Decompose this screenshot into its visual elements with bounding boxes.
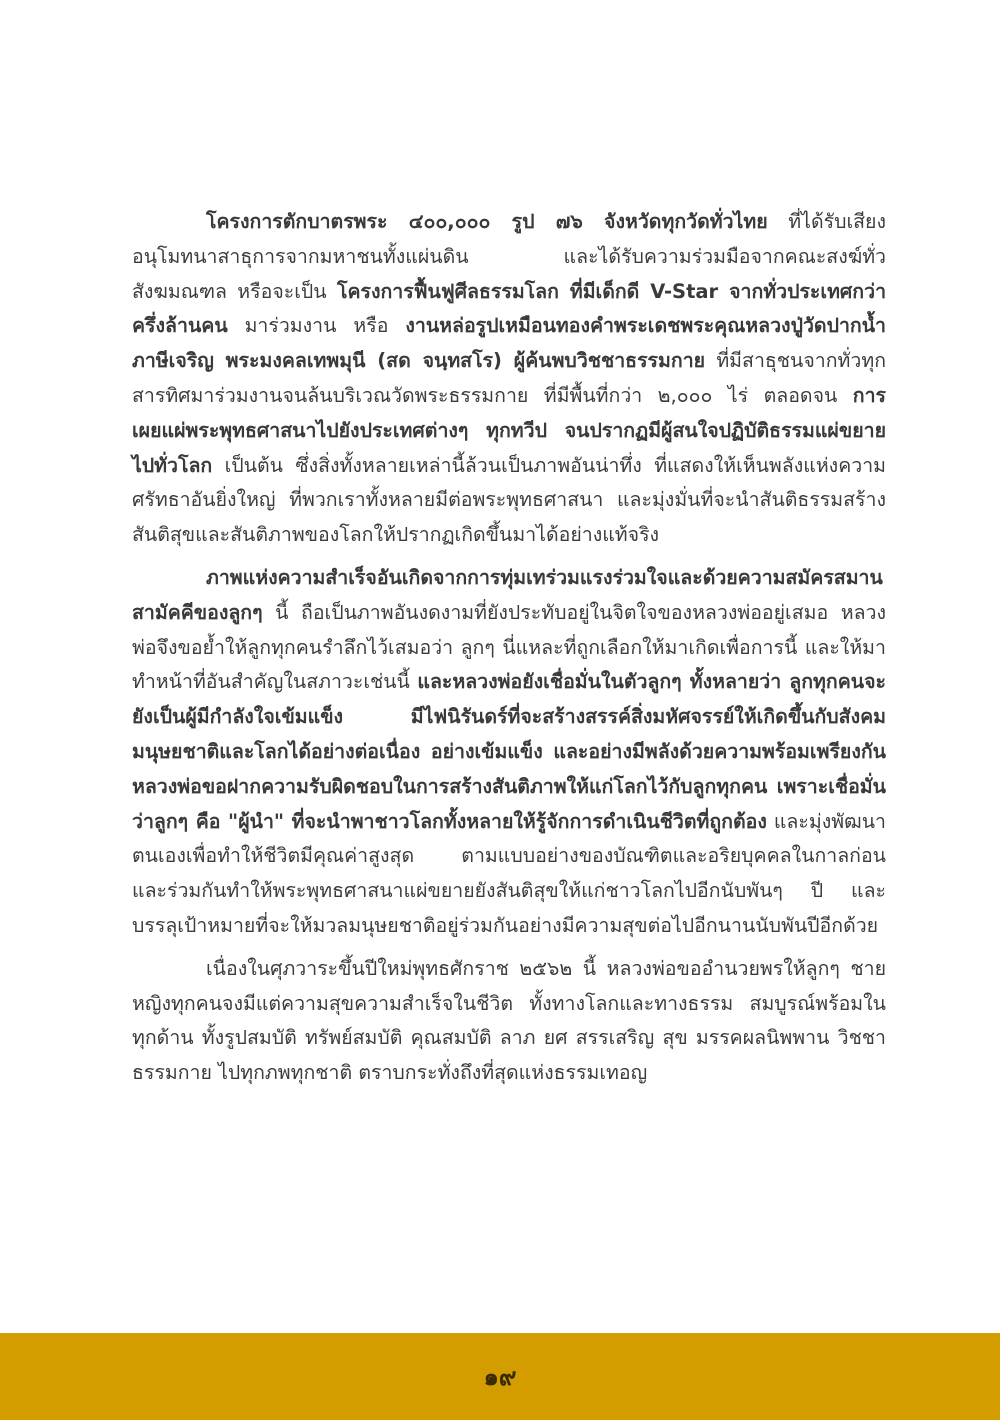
text-segment: งานหล่อรูปเหมือนทองคำพระเดชพระคุณหลวงปู่วัดปากน้ำ ภาษีเจริญ พระมงคลเทพมุนี (สด จนฺทสโร) ผู้ค้นพบวิชชาธรรมกาย bbox=[132, 314, 886, 373]
paragraph-2 bbox=[132, 561, 886, 944]
text-segment: โครงการฟื้นฟูศีลธรรมโลก ที่มีเด็กดี V-Star จากทั่วประเทศกว่าครึ่งล้านคน bbox=[132, 279, 887, 338]
text-segment: เป็นต้น ซึ่งสิ่งทั้งหลายเหล่านี้ล้วนเป็นภาพอันน่าทึ่ง ที่แสดงให้เห็นพลังแห่งความศรัทธาอันยิ่งใหญ่ ที่พวกเราทั้งหลายมีต่อพระพุทธศาสนา และมุ่งมั่นที่จะนำสันติธรรมสร้างสันติสุขและสันติภาพของโลกให้ปรากฏเกิดขึ้นมาได้อย่างแท้จริง bbox=[132, 453, 886, 547]
page-body bbox=[132, 205, 886, 1091]
text-segment: ที่ได้รับเสียงอนุโมทนาสาธุการจากมหาชนทั้งแผ่นดิน และได้รับความร่วมมือจากคณะสงฆ์ทั่วสังฆมณฑล หรือจะเป็น bbox=[132, 210, 886, 303]
text-segment: การเผยแผ่พระพุทธศาสนาไปยังประเทศต่างๆ ทุกทวีป จนปรากฏมีผู้สนใจปฏิบัติธรรมแผ่ขยายไปทั่วโลก bbox=[132, 383, 886, 477]
text-segment: ที่มีสาธุชนจากทั่วทุกสารทิศมาร่วมงานจนล้นบริเวณวัดพระธรรมกาย ที่มีพื้นที่กว่า ๒,๐๐๐ ไร่ ตลอดจน bbox=[132, 349, 887, 407]
page-number: ๑๙ bbox=[483, 1363, 517, 1391]
text-segment: ภาพแห่งความสำเร็จอันเกิดจากการทุ่มเทร่วมแรงร่วมใจและด้วยความสมัครสมานสามัคคีของลูกๆ bbox=[132, 565, 883, 624]
text-segment: นี้ ถือเป็นภาพอันงดงามที่ยังประทับอยู่ในจิตใจของหลวงพ่ออยู่เสมอ หลวงพ่อจึงขอย้ำให้ลูกทุกคนรำลึกไว้เสมอว่า ลูกๆ นี่แหละที่ถูกเลือกให้มาเกิดเพื่อการนี้ และให้มาทำหน้าที่อันสำคัญในสภาวะเช่นนี้ bbox=[132, 600, 886, 694]
paragraph-3 bbox=[132, 952, 886, 1091]
paragraph-1 bbox=[132, 205, 886, 553]
text-segment: โครงการตักบาตรพระ ๔๐๐,๐๐๐ รูป ๗๖ จังหวัดทุกวัดทั่วไทย bbox=[206, 210, 768, 233]
text-segment: และหลวงพ่อยังเชื่อมั่นในตัวลูกๆ ทั้งหลายว่า ลูกทุกคนจะยังเป็นผู้มีกำลังใจเข้มแข็ง มีไฟนิรันดร์ที่จะสร้างสรรค์สิ่งมหัศจรรย์ให้เกิดขึ้นกับสังคมมนุษยชาติและโลกได้อย่างต่อเนื่อง อย่างเข้มแข็ง และอย่างมีพลังด้วยความพร้อมเพรียงกัน หลวงพ่อขอฝากความรับผิดชอบในการสร้างสันติภาพให้แก่โลกไว้กับลูกทุกคน เพราะเชื่อมั่นว่าลูกๆ คือ "ผู้นำ" ที่จะนำพาชาวโลกทั้งหลายให้รู้จักการดำเนินชีวิตที่ถูกต้อง bbox=[132, 670, 886, 833]
text-segment: มาร่วมงาน หรือ bbox=[227, 314, 406, 338]
text-segment: เนื่องในศุภวาระขึ้นปีใหม่พุทธศักราช ๒๕๖๒ นี้ หลวงพ่อขออำนวยพรให้ลูกๆ ชายหญิงทุกคนจงมีแต่ความสุขความสำเร็จในชีวิต ทั้งทางโลกและทางธรรม สมบูรณ์พร้อมในทุกด้าน ทั้งรูปสมบัติ ทรัพย์สมบัติ คุณสมบัติ ลาภ ยศ สรรเสริญ สุข มรรคผลนิพพาน วิชชาธรรมกาย ไปทุกภพทุกชาติ ตราบกระทั่งถึงที่สุดแห่งธรรมเทอญ bbox=[132, 956, 886, 1085]
text-segment: และมุ่งพัฒนาตนเองเพื่อทำให้ชีวิตมีคุณค่าสูงสุด ตามแบบอย่างของบัณฑิตและอริยบุคคลในกาลก่อน และร่วมกันทำให้พระพุทธศาสนาแผ่ขยายยังสันติสุขให้แก่ชาวโลกไปอีกนับพันๆ ปี และบรรลุเป้าหมายที่จะให้มวลมนุษยชาติอยู่ร่วมกันอย่างมีความสุขต่อไปอีกนานนับพันปีอีกด้วย bbox=[132, 809, 886, 937]
